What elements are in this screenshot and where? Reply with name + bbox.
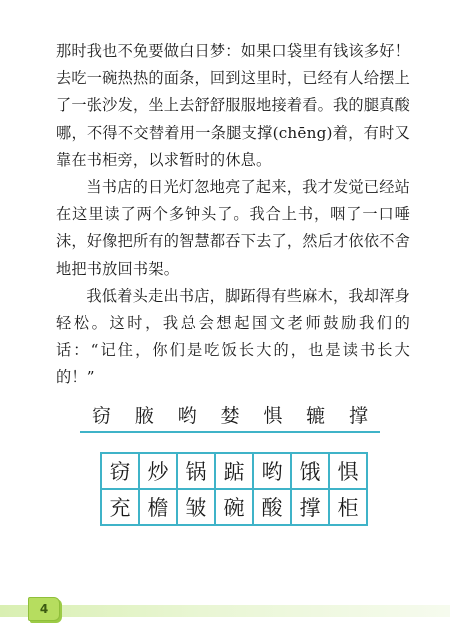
grid-cell: 窃 [102,454,140,490]
vocab-title-char: 哟 [177,404,197,427]
page-number-badge [28,597,60,621]
character-grid [100,452,368,526]
grid-cell: 皱 [178,490,216,526]
vocab-title-char: 窃 [92,404,112,427]
grid-cell: 碗 [216,490,254,526]
footer-band [0,605,450,617]
vocab-title-char: 腋 [134,404,154,427]
vocab-title-row [80,397,380,433]
grid-cell: 充 [102,490,140,526]
vocab-title-char: 辘 [306,404,326,427]
grid-cell: 饿 [292,454,330,490]
passage [56,38,410,392]
vocab-title-char: 惧 [263,404,283,427]
paragraph-2: 当书店的日光灯忽地亮了起来，我才发觉已经站在这里读了两个多钟头了。我合上书，咽了一口唾沫，好像把所有的智慧都吞下去了，然后才依依不舍地把书放回书架。 [56,178,410,278]
grid-cell: 哟 [254,454,292,490]
grid-cell: 踮 [216,454,254,490]
grid-cell: 锅 [178,454,216,490]
page-number: 4 [39,602,49,616]
grid-cell: 炒 [140,454,178,490]
vocab-title-char: 撑 [348,404,368,427]
grid-cell: 柜 [330,490,368,526]
grid-cell: 惧 [330,454,368,490]
paragraph-1: 那时我也不免要做白日梦：如果口袋里有钱该多好！去吃一碗热热的面条，回到这里时，已经有人给摆上了一张沙发，坐上去舒舒服服地接着看。我的腿真酸哪，不得不交替着用一条腿支撑(chēng)着，有时又靠在书柜旁，以求暂时的休息。 [56,42,410,169]
vocab-title-char: 婪 [220,404,240,427]
grid-cell: 檐 [140,490,178,526]
paragraph-3: 我低着头走出书店，脚跖得有些麻木，我却浑身轻松。这时，我总会想起国文老师鼓励我们的话：“记住，你们是吃饭长大的，也是读书长大的！” [56,286,410,387]
grid-cell: 撑 [292,490,330,526]
grid-cell: 酸 [254,490,292,526]
